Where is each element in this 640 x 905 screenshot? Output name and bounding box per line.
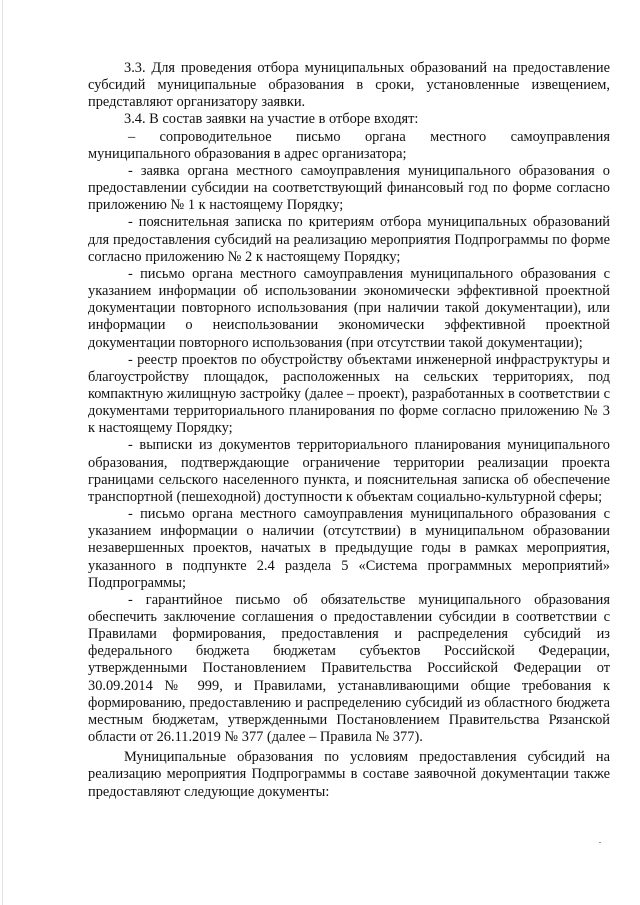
list-item-project-docs-letter: - письмо органа местного самоуправления муниципального образования с указанием информации об использовании экономически эффективной проектной документации повторного использования (при наличии такой документации), или информации о неиспользовании экономически эффективной проектной документации повторного использования (при отсутствии такой документации);: [88, 265, 610, 351]
list-item-application: - заявка органа местного самоуправления муниципального образования о предоставлении субсидии на соответствующий финансовый год по форме согласно приложению № 1 к настоящему Порядку;: [88, 162, 610, 214]
paragraph-3-3: 3.3. Для проведения отбора муниципальных образований на предоставление субсидий муниципальные образования в сроки, установленные извещением, представляют организатору заявки.: [88, 60, 610, 111]
list-item-unfinished-projects-letter: - письмо органа местного самоуправления муниципального образования с указанием информации о наличии (отсутствии) в муниципальном образовании незавершенных проектов, начатых в предыдущие годы в рамках мероприятия, указанного в подпункте 2.4 раздела 5 «Система программных мероприятий» Подпрограммы;: [88, 506, 610, 591]
list-item-planning-extracts: - выписки из документов территориального планирования муниципального образования, подтверждающие ограничение территории реализации проекта границами сельского населенного пункта, и пояснительная записка об обеспечение транспортной (пешеходной) доступности к объектам социально-культурной сферы;: [88, 437, 610, 505]
list-item-project-registry: - реестр проектов по обустройству объектами инженерной инфраструктуры и благоустройству площадок, расположенных на сельских территориях, под компактную жилищную застройку (далее – проект), разработанных в соответствии с документами территориального планирования по форме согласно приложению № 3 к настоящему Порядку;: [88, 351, 610, 437]
document-page: [88, 60, 610, 801]
paragraph-3-4: 3.4. В состав заявки на участие в отборе входят:: [124, 111, 419, 128]
list-item-cover-letter: – сопроводительное письмо органа местного самоуправления муниципального образования в адрес организатора;: [88, 128, 610, 162]
list-item-guarantee-letter: - гарантийное письмо об обязательстве муниципального образования обеспечить заключение соглашения о предоставлении субсидии в соответствии с Правилами формирования, предоставления и распределения субсидий из федерального бюджета бюджетам субъектов Российской Федерации, утвержденными Постановлением Правительства Российской Федерации от 30.09.2014 № 999, и Правилами, устанавливающими общие требования к формированию, предоставлению и распределению субсидий из областного бюджета местным бюджетам, утвержденными Постановлением Правительства Рязанской области от 26.11.2019 № 377 (далее – Правила № 377).: [88, 591, 610, 746]
scan-speck: [599, 842, 601, 843]
list-item-explanatory-note: - пояснительная записка по критериям отбора муниципальных образований для предоставления субсидий на реализацию мероприятия Подпрограммы по форме согласно приложению № 2 к настоящему Порядку;: [88, 214, 610, 265]
paragraph-additional-documents: Муниципальные образования по условиям предоставления субсидий на реализацию мероприятия Подпрограммы в составе заявочной документации также предоставляют следующие документы:: [88, 749, 610, 800]
scan-edge-line: [2, 0, 3, 905]
